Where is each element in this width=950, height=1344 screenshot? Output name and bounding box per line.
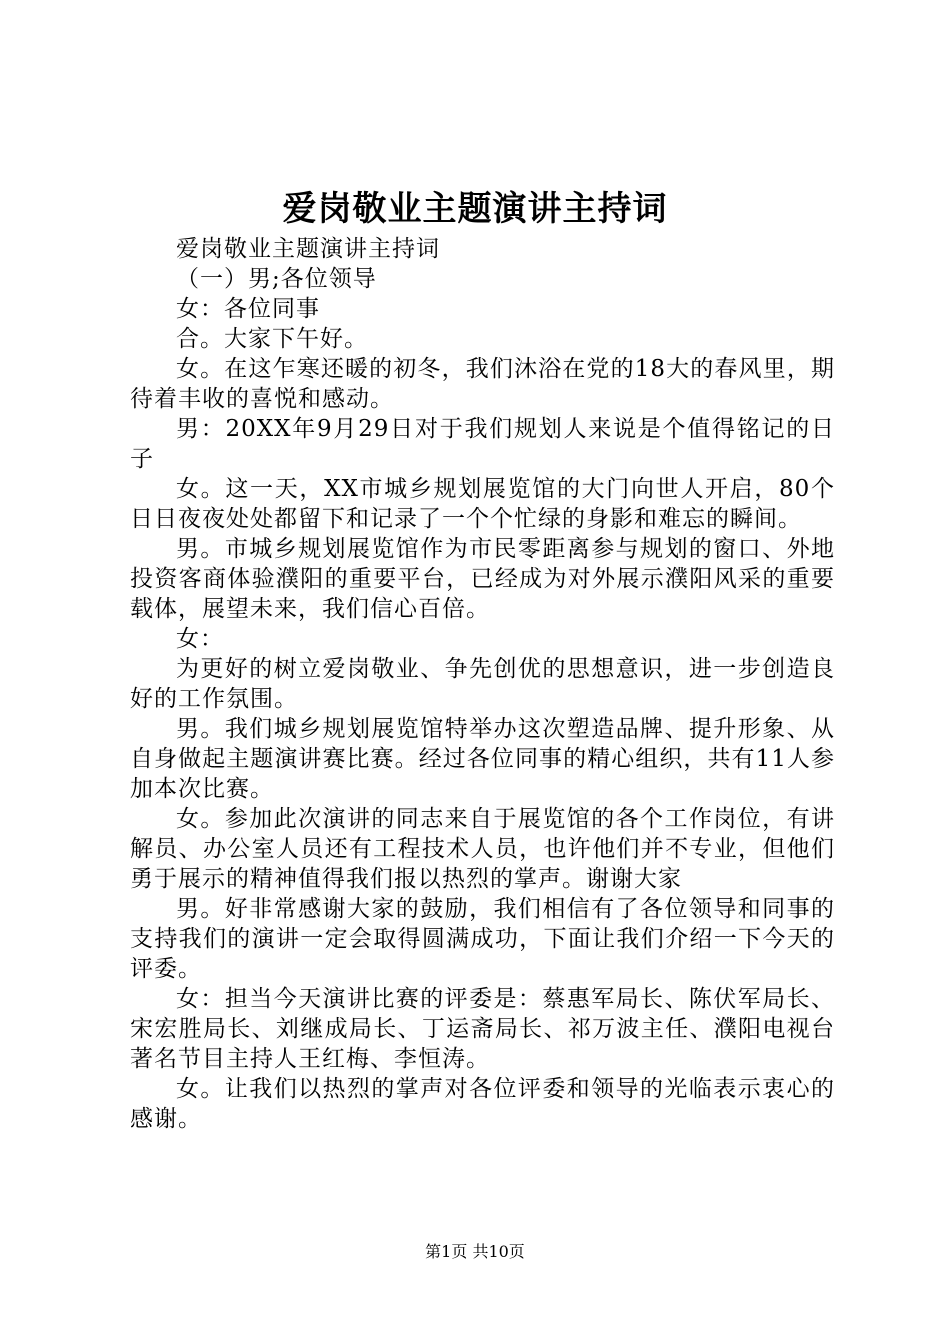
- paragraph: 男。我们城乡规划展览馆特举办这次塑造品牌、提升形象、从自身做起主题演讲赛比赛。经过各位同事的精心组织，共有11人参加本次比赛。: [130, 716, 835, 802]
- paragraph: 女：担当今天演讲比赛的评委是：蔡惠军局长、陈伏军局长、宋宏胜局长、刘继成局长、丁运斋局长、祁万波主任、濮阳电视台著名节目主持人王红梅、李恒涛。: [130, 986, 835, 1072]
- paragraph: 爱岗敬业主题演讲主持词: [176, 236, 440, 262]
- paragraph: 女。参加此次演讲的同志来自于展览馆的各个工作岗位，有讲解员、办公室人员还有工程技术人员，也许他们并不专业，但他们勇于展示的精神值得我们报以热烈的掌声。谢谢大家: [130, 806, 835, 892]
- paragraph: 女：各位同事: [176, 296, 320, 322]
- page-footer: 第1页 共10页: [425, 1242, 525, 1261]
- document-title: 爱岗敬业主题演讲主持词: [282, 189, 668, 229]
- document-body: [130, 234, 835, 1134]
- paragraph: 女。在这乍寒还暖的初冬，我们沐浴在党的18大的春风里，期待着丰收的喜悦和感动。: [130, 356, 835, 412]
- paragraph: 男。好非常感谢大家的鼓励，我们相信有了各位领导和同事的支持我们的演讲一定会取得圆满成功，下面让我们介绍一下今天的评委。: [130, 896, 835, 982]
- paragraph: 女。这一天，XX市城乡规划展览馆的大门向世人开启，80个日日夜夜处处都留下和记录了一个个忙绿的身影和难忘的瞬间。: [130, 476, 835, 532]
- paragraph: （一）男;各位领导: [176, 266, 377, 292]
- paragraph: 男：20XX年9月29日对于我们规划人来说是个值得铭记的日子: [130, 416, 835, 472]
- paragraph: 女。让我们以热烈的掌声对各位评委和领导的光临表示衷心的感谢。: [130, 1076, 835, 1132]
- paragraph: 为更好的树立爱岗敬业、争先创优的思想意识，进一步创造良好的工作氛围。: [130, 656, 835, 712]
- paragraph: 男。市城乡规划展览馆作为市民零距离参与规划的窗口、外地投资客商体验濮阳的重要平台，已经成为对外展示濮阳风采的重要载体，展望未来，我们信心百倍。: [130, 536, 835, 622]
- paragraph: 女：: [176, 626, 224, 652]
- paragraph: 合。大家下午好。: [176, 326, 368, 352]
